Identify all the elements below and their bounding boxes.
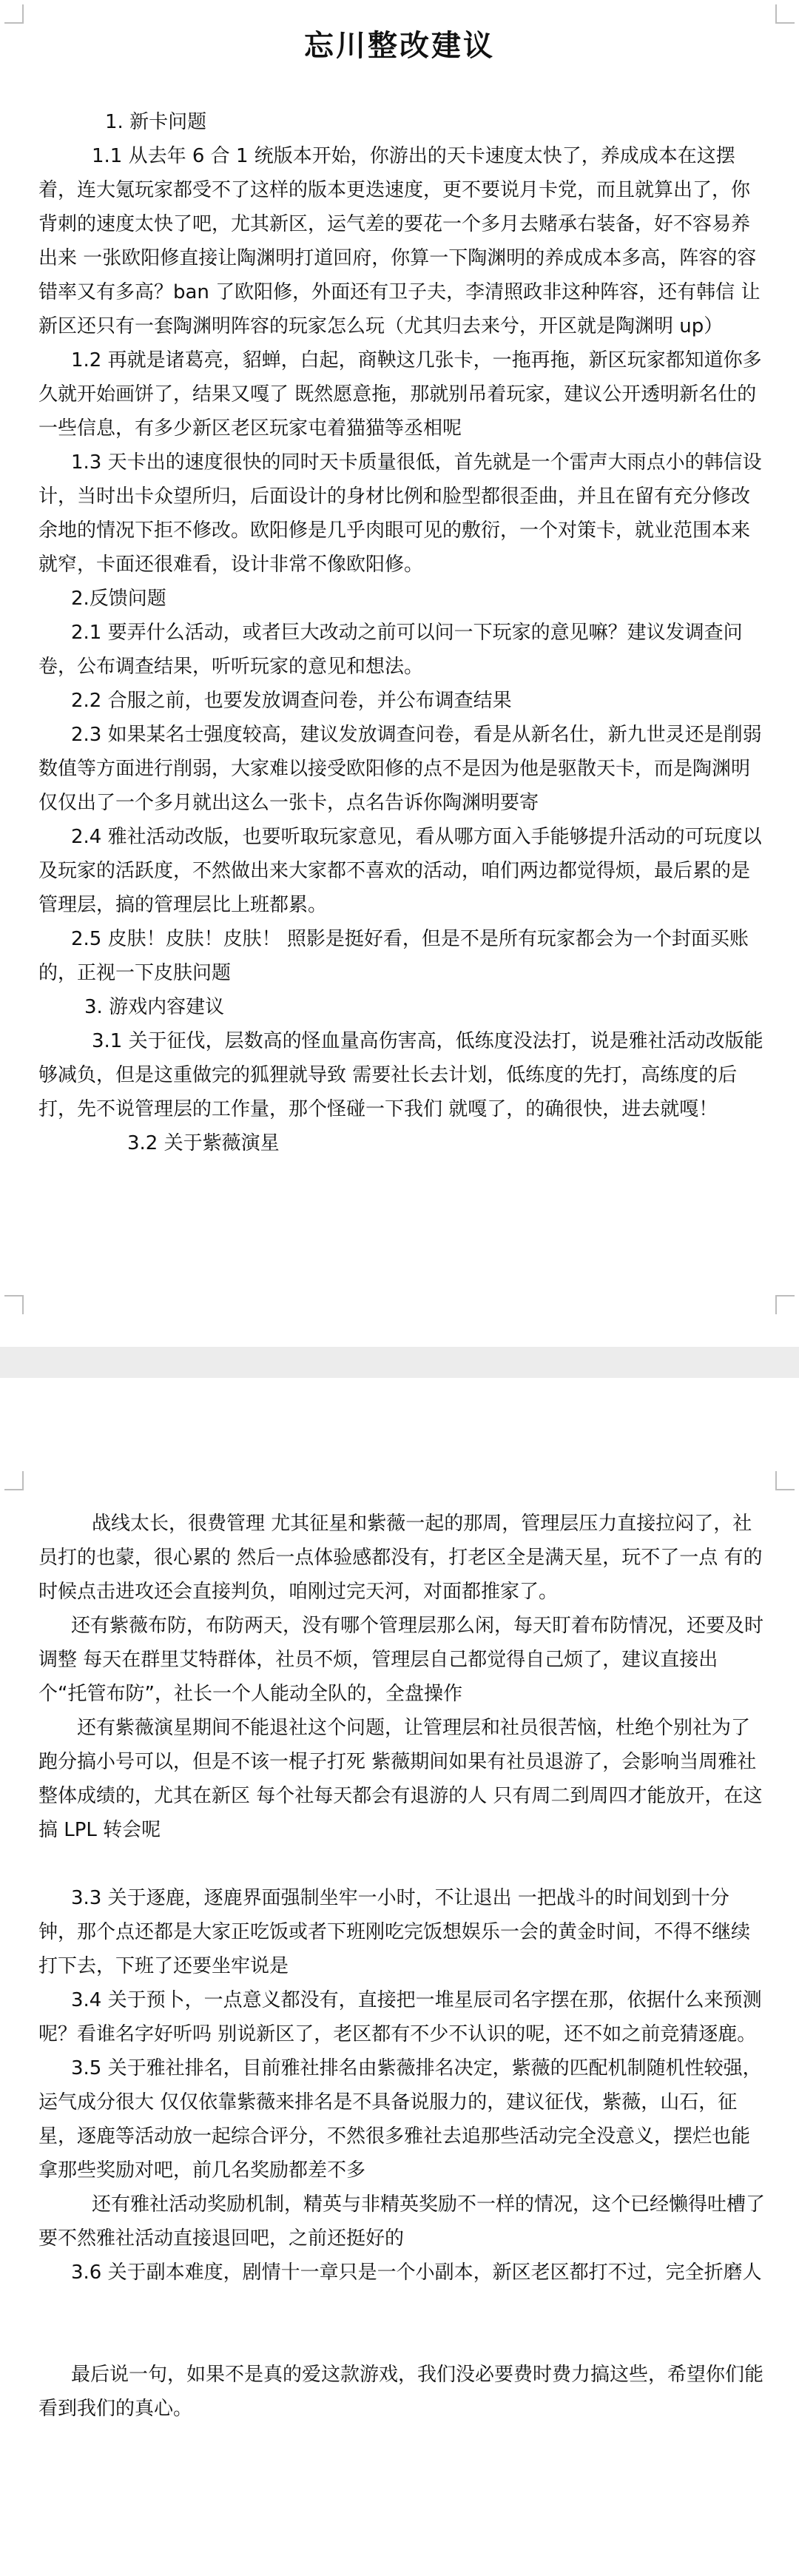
paragraph: 1.3 天卡出的速度很快的同时天卡质量很低，首先就是一个雷声大雨点小的韩信设计，当时出卡众望所归，后面设计的身材比例和脸型都很歪曲，并且在留有充分修改余地的情况下拒不修改。欧阳修是几乎肉眼可见的敷衍，一个对策卡，就业范围本来就窄，卡面还很难看，设计非常不像欧阳修。 <box>38 451 762 576</box>
page-2-body <box>38 1507 765 2426</box>
page-corner-mark <box>4 1295 24 1314</box>
section-heading: 3.2 关于紫薇演星 <box>127 1132 280 1154</box>
blank-line <box>38 2290 765 2324</box>
paragraph: 2.4 雅社活动改版，也要听取玩家意见，看从哪方面入手能够提升活动的可玩度以及玩家的活跃度，不然做出来大家都不喜欢的活动，咱们两边都觉得烦，最后累的是管理层，搞的管理层比上班都累。 <box>38 826 762 916</box>
paragraph: 还有雅社活动奖励机制，精英与非精英奖励不一样的情况，这个已经懒得吐槽了 要不然雅社活动直接退回吧，之前还挺好的 <box>38 2193 766 2250</box>
closing-paragraph: 最后说一句，如果不是真的爱这款游戏，我们没必要费时费力搞这些，希望你们能看到我们的真心。 <box>38 2364 764 2420</box>
page-corner-mark <box>775 1295 795 1314</box>
paragraph: 3.6 关于副本难度，剧情十一章只是一个小副本，新区老区都打不过，完全折磨人 <box>71 2261 762 2284</box>
blank-line <box>38 1847 765 1881</box>
page-1-body <box>38 105 765 1160</box>
paragraph: 2.2 合服之前，也要发放调查问卷，并公布调查结果 <box>71 690 512 712</box>
paragraph: 2.1 要弄什么活动，或者巨大改动之前可以问一下玩家的意见嘛？建议发调查问卷，公布调查结果，听听玩家的意见和想法。 <box>38 622 743 678</box>
paragraph: 3.3 关于逐鹿，逐鹿界面强制坐牢一小时，不让退出 一把战斗的时间划到十分钟，那个点还都是大家正吃饭或者下班刚吃完饭想娱乐一会的黄金时间，不得不继续打下去，下班了还要坐牢说是 <box>38 1887 751 1977</box>
section-heading: 3. 游戏内容建议 <box>84 996 225 1018</box>
page-corner-mark <box>4 4 24 24</box>
paragraph: 3.5 关于雅社排名，目前雅社排名由紫薇排名决定，紫薇的匹配机制随机性较强，运气成分很大 仅仅依靠紫薇来排名是不具备说服力的，建议征伐，紫薇，山石，征星，逐鹿等活动放一起综合评分，不然很多雅社去追那些活动完全没意义，摆烂也能拿那些奖励对吧，前几名奖励都差不多 <box>38 2057 762 2182</box>
paragraph: 2.5 皮肤！皮肤！皮肤！ 照影是挺好看，但是不是所有玩家都会为一个封面买账的，正视一下皮肤问题 <box>38 928 749 984</box>
page-separator <box>0 1347 799 1378</box>
paragraph: 还有紫薇演星期间不能退社这个问题，让管理层和社员很苦恼，杜绝个别社为了跑分搞小号可以，但是不该一棍子打死 紫薇期间如果有社员退游了，会影响当周雅社整体成绩的，尤其在新区 每个社每天都会有退游的人 只有周二到周四才能放开，在这搞 LPL 转会呢 <box>38 1717 763 1841</box>
paragraph: 1.2 再就是诸葛亮，貂蝉，白起，商鞅这几张卡，一拖再拖，新区玩家都知道你多久就开始画饼了，结果又嘎了 既然愿意拖，那就别吊着玩家，建议公开透明新名仕的一些信息，有多少新区老区玩家屯着猫猫等丞相呢 <box>38 349 762 440</box>
paragraph: 2.3 如果某名士强度较高，建议发放调查问卷，看是从新名仕，新九世灵还是削弱数值等方面进行削弱，大家难以接受欧阳修的点不是因为他是驱散天卡，而是陶渊明仅仅出了一个多月就出这么一张卡，点名告诉你陶渊明要寄 <box>38 724 762 814</box>
paragraph: 3.1 关于征伐，层数高的怪血量高伤害高，低练度没法打，说是雅社活动改版能够减负，但是这重做完的狐狸就导致 需要社长去计划，低练度的先打，高练度的后打，先不说管理层的工作量，那个怪碰一下我们 就嘎了，的确很快，进去就嘎！ <box>38 1030 763 1120</box>
document-title: 忘川整改建议 <box>304 29 495 63</box>
paragraph: 3.4 关于预卜，一点意义都没有，直接把一堆星辰司名字摆在那，依据什么来预测呢？看谁名字好听吗 别说新区了，老区都有不少不认识的呢，还不如之前竞猜逐鹿。 <box>38 1989 762 2045</box>
section-heading: 2.反馈问题 <box>71 588 166 610</box>
paragraph: 还有紫薇布防，布防两天，没有哪个管理层那么闲，每天盯着布防情况，还要及时调整 每天在群里艾特群体，社员不烦，管理层自己都觉得自己烦了，建议直接出个“托管布防”，社长一个人能动全队的，全盘操作 <box>38 1615 764 1705</box>
blank-line <box>38 2324 765 2358</box>
document-page-2 <box>0 1378 799 2576</box>
page-corner-mark <box>775 4 795 24</box>
page-corner-mark <box>4 1471 24 1490</box>
page-corner-mark <box>775 1471 795 1490</box>
section-heading: 1. 新卡问题 <box>105 111 207 133</box>
paragraph: 1.1 从去年 6 合 1 统版本开始，你游出的天卡速度太快了，养成成本在这摆着，连大氪玩家都受不了这样的版本更迭速度，更不要说月卡党，而且就算出了，你背刺的速度太快了吧，尤其新区，运气差的要花一个多月去赌承右装备，好不容易养出来 一张欧阳修直接让陶渊明打道回府，你算一下陶渊明的养成成本多高，阵容的容错率又有多高？ban 了欧阳修，外面还有卫子夫，李清照政非这种阵容，还有韩信 让新区还只有一套陶渊明阵容的玩家怎么玩（尤其归去来兮，开区就是陶渊明 up） <box>38 145 761 337</box>
paragraph: 战线太长，很费管理 尤其征星和紫薇一起的那周，管理层压力直接拉闷了，社员打的也蒙，很心累的 然后一点体验感都没有，打老区全是满天星，玩不了一点 有的时候点击进攻还会直接判负，咱刚过完天河，对面都推家了。 <box>38 1513 763 1603</box>
